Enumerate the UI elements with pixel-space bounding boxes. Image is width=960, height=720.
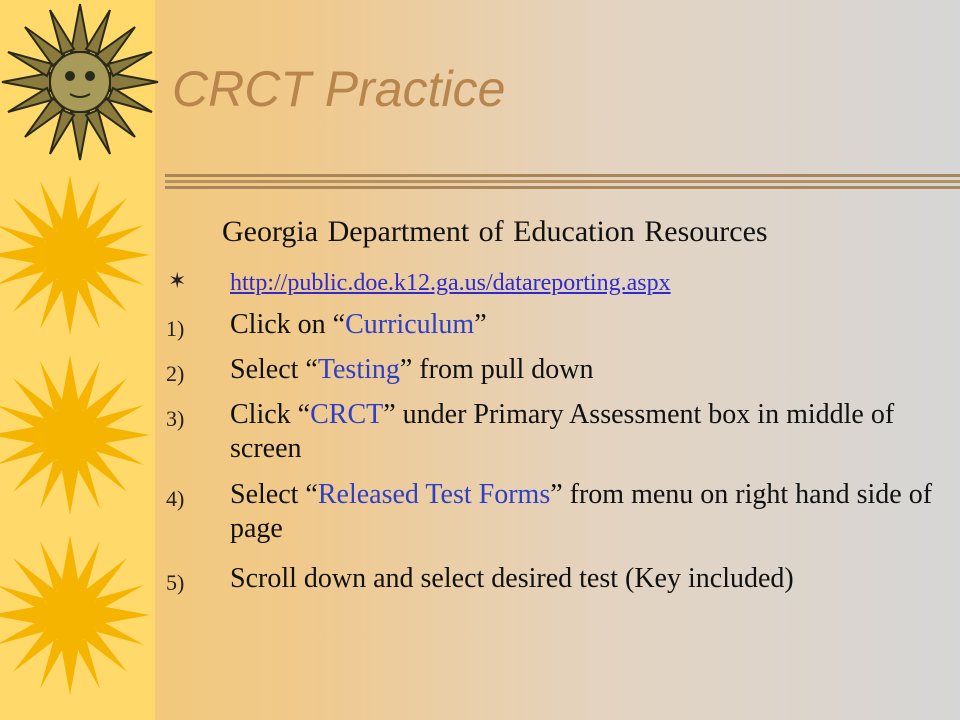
step-number: 3) (166, 406, 185, 431)
step-text-post: ” from menu on right hand side of page (230, 479, 933, 544)
step-text-pre: Select “ (230, 354, 318, 385)
doe-link[interactable]: http://public.doe.k12.ga.us/datareporting.aspx (230, 270, 671, 296)
sun-icon (0, 350, 150, 520)
title-divider (165, 174, 960, 190)
step-number: 4) (166, 486, 185, 511)
step-number: 5) (166, 570, 185, 595)
step-text-post: ” under Primary Assessment box in middle of screen (230, 399, 895, 464)
step-text-pre: Click “ (230, 399, 311, 430)
step-highlight: Testing (317, 354, 400, 385)
step-text-post: ” from pull down (399, 354, 594, 385)
step-text (230, 353, 950, 387)
sun-icon (0, 170, 150, 340)
sun-face-icon (0, 0, 160, 165)
slide-title: CRCT Practice (172, 61, 506, 117)
step-text (230, 562, 950, 596)
step-text-pre: Select “ (230, 479, 318, 510)
step-text (230, 398, 950, 466)
step-text-pre: Click on “ (230, 309, 346, 340)
step-highlight: CRCT (310, 399, 384, 430)
star-bullet-icon: ✶ (168, 268, 187, 293)
step-highlight: Released Test Forms (317, 479, 551, 510)
step-number: 1) (166, 316, 185, 341)
step-text-post: ” (474, 309, 487, 340)
step-text (230, 308, 950, 342)
sun-icon (0, 530, 150, 700)
step-highlight: Curriculum (345, 309, 475, 340)
step-text (230, 478, 950, 546)
section-heading: Georgia Department of Education Resources (222, 215, 768, 248)
step-number: 2) (166, 361, 185, 386)
step-text-pre: Scroll down and select desired test (Key included) (230, 563, 794, 594)
